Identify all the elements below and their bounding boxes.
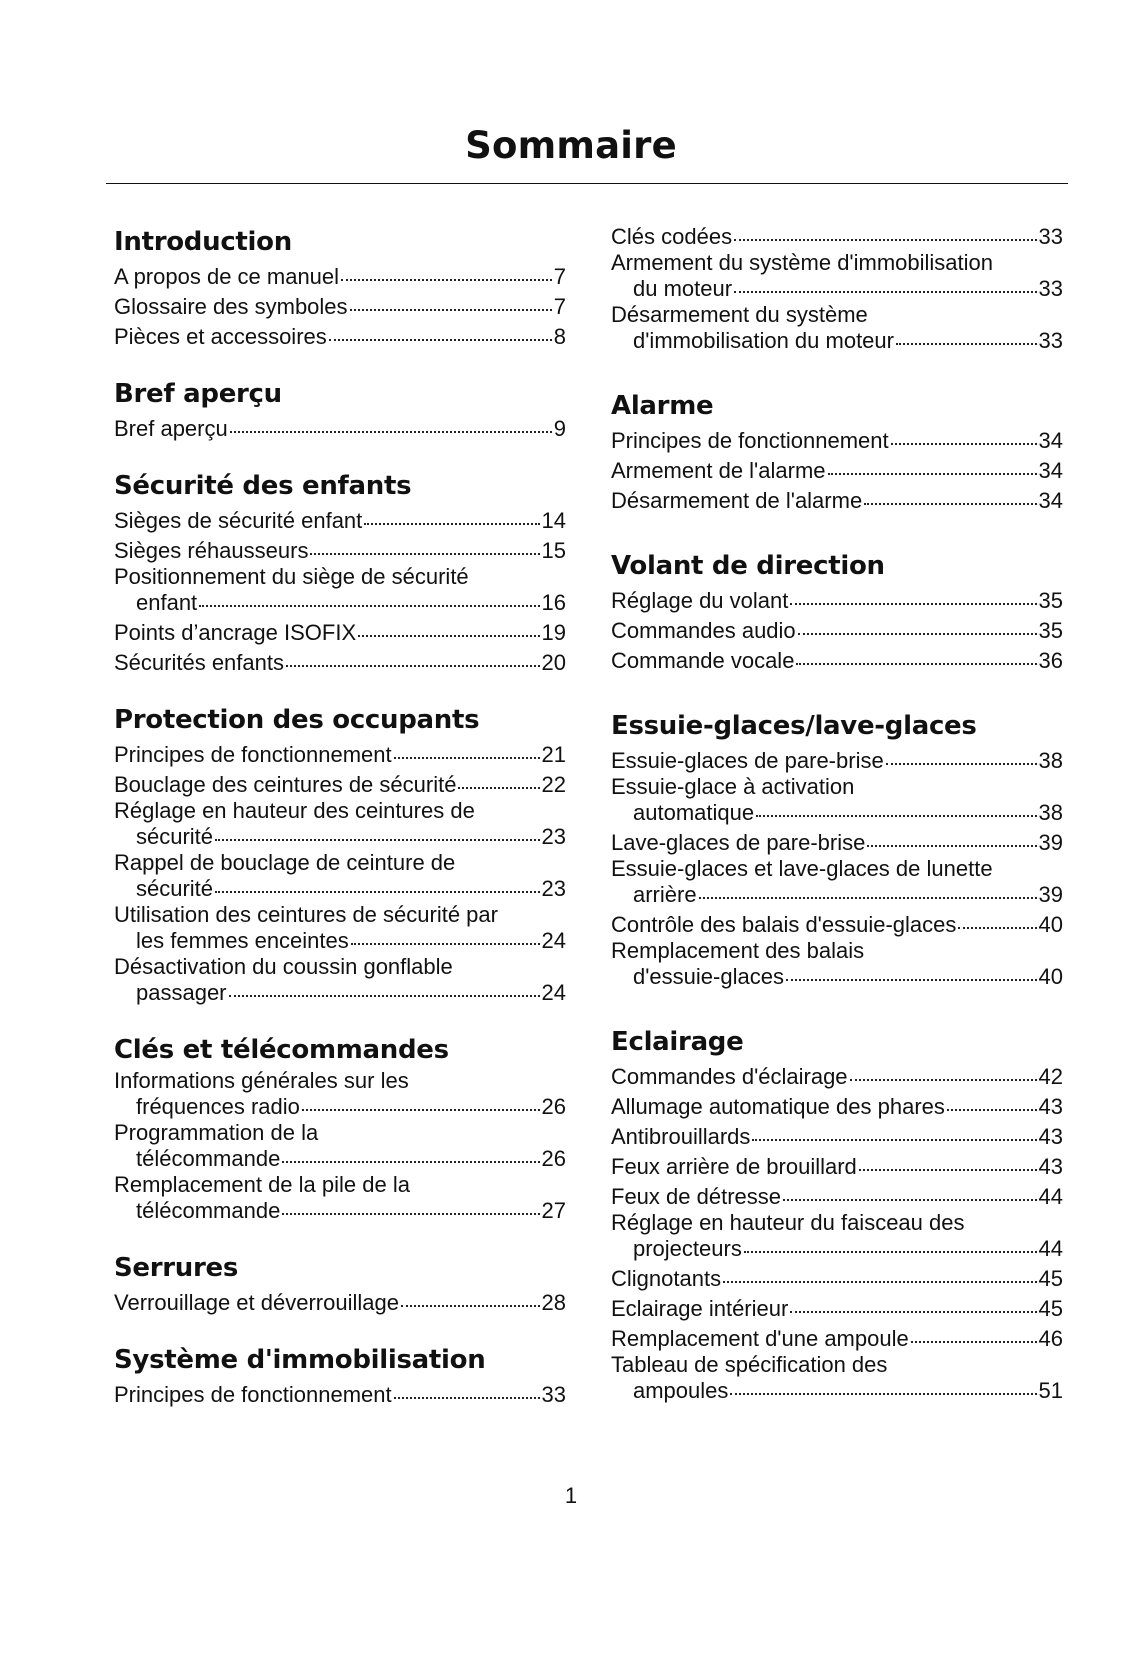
toc-entry[interactable] xyxy=(611,456,1063,486)
toc-entry-label: d'essuie-glaces xyxy=(633,964,784,989)
toc-entry-row xyxy=(611,798,1063,828)
toc-entry[interactable] xyxy=(611,304,1063,356)
toc-entry-row xyxy=(611,1376,1063,1406)
title-divider xyxy=(106,183,1068,184)
toc-entry-label: sécurité xyxy=(136,876,214,901)
toc-entry-row xyxy=(114,926,566,956)
toc-entry[interactable] xyxy=(611,1324,1063,1354)
toc-page-number: 21 xyxy=(541,742,566,767)
dot-leader xyxy=(891,443,1037,445)
toc-page-number: 15 xyxy=(541,538,566,563)
dot-leader xyxy=(828,473,1037,475)
dot-leader xyxy=(798,633,1037,635)
dot-leader xyxy=(752,1139,1036,1141)
toc-entry-label-line: Désactivation du coussin gonflable xyxy=(114,954,453,979)
toc-entry-label: Principes de fonctionnement xyxy=(611,428,889,453)
toc-page-number: 8 xyxy=(553,324,566,349)
toc-entry[interactable] xyxy=(611,1264,1063,1294)
toc-entry-label: arrière xyxy=(633,882,697,907)
toc-entry[interactable] xyxy=(114,292,566,322)
toc-entry[interactable] xyxy=(611,940,1063,992)
toc-entry-label: Désarmement de l'alarme xyxy=(611,488,863,513)
toc-section xyxy=(114,1248,566,1318)
toc-page-number: 33 xyxy=(541,1382,566,1407)
section-gap xyxy=(611,676,1063,706)
toc-entry-row xyxy=(114,414,566,444)
toc-entry-label: Eclairage intérieur xyxy=(611,1296,789,1321)
toc-page-number: 27 xyxy=(541,1198,566,1223)
toc-entry-row xyxy=(114,874,566,904)
toc-entry[interactable] xyxy=(611,1092,1063,1122)
section-gap xyxy=(611,992,1063,1022)
toc-entry[interactable] xyxy=(611,1182,1063,1212)
toc-entry-row xyxy=(611,1294,1063,1324)
dot-leader xyxy=(896,343,1037,345)
toc-entry-label: automatique xyxy=(633,800,755,825)
toc-entry-row xyxy=(611,880,1063,910)
toc-page-number: 19 xyxy=(541,620,566,645)
toc-entry-label: projecteurs xyxy=(633,1236,742,1261)
toc-section xyxy=(114,222,566,352)
toc-entry-row xyxy=(114,978,566,1008)
section-title: Protection des occupants xyxy=(114,705,480,735)
toc-entry[interactable] xyxy=(611,1354,1063,1406)
dot-leader xyxy=(786,979,1037,981)
toc-entry[interactable] xyxy=(611,616,1063,646)
toc-entry-label-line: Armement du système d'immobilisation xyxy=(611,250,994,275)
toc-entry-label: Réglage du volant xyxy=(611,588,789,613)
toc-entry-label: Sièges de sécurité enfant xyxy=(114,508,363,533)
toc-entry-row xyxy=(114,1196,566,1226)
toc-page-number: 23 xyxy=(541,876,566,901)
dot-leader xyxy=(364,523,539,525)
toc-entry-label-line: Utilisation des ceintures de sécurité par xyxy=(114,902,498,927)
toc-entry[interactable] xyxy=(611,776,1063,828)
toc-entry[interactable] xyxy=(611,1152,1063,1182)
toc-entry-row xyxy=(114,506,566,536)
toc-entry-row xyxy=(114,322,566,352)
dot-leader xyxy=(730,1393,1036,1395)
toc-entry[interactable] xyxy=(114,1288,566,1318)
toc-entry-label: Essuie-glaces de pare-brise xyxy=(611,748,884,773)
toc-entry[interactable] xyxy=(114,852,566,904)
toc-page-number: 23 xyxy=(541,824,566,849)
toc-entry-row xyxy=(611,646,1063,676)
dot-leader xyxy=(867,845,1036,847)
toc-page-number: 33 xyxy=(1038,328,1063,353)
dot-leader xyxy=(350,309,552,311)
section-title: Eclairage xyxy=(611,1027,744,1057)
dot-leader xyxy=(790,1311,1036,1313)
toc-entry-label-line: Tableau de spécification des xyxy=(611,1352,888,1377)
toc-entry-row xyxy=(114,262,566,292)
section-gap xyxy=(611,516,1063,546)
dot-leader xyxy=(744,1251,1037,1253)
toc-entry-row xyxy=(611,1264,1063,1294)
toc-page-number: 36 xyxy=(1038,648,1063,673)
toc-entry-label: Commandes d'éclairage xyxy=(611,1064,848,1089)
toc-entry-label-line: Remplacement des balais xyxy=(611,938,865,963)
toc-page-number: 14 xyxy=(541,508,566,533)
toc-entry-row xyxy=(611,828,1063,858)
toc-entry-label-line: Essuie-glaces et lave-glaces de lunette xyxy=(611,856,993,881)
toc-entry-row xyxy=(611,1182,1063,1212)
toc-entry-label-line: Réglage en hauteur des ceintures de xyxy=(114,798,475,823)
dot-leader xyxy=(734,291,1036,293)
toc-page-number: 24 xyxy=(541,980,566,1005)
toc-entry[interactable] xyxy=(114,1070,566,1122)
section-title: Bref aperçu xyxy=(114,379,282,409)
toc-entry-label: télécommande xyxy=(136,1198,281,1223)
toc-right-column xyxy=(611,222,1063,1406)
toc-entry[interactable] xyxy=(114,1122,566,1174)
toc-entry[interactable] xyxy=(114,618,566,648)
dot-leader xyxy=(947,1109,1037,1111)
toc-entry-row xyxy=(611,1092,1063,1122)
toc-page-number: 51 xyxy=(1038,1378,1063,1403)
toc-entry-label-line: Désarmement du système xyxy=(611,302,868,327)
toc-entry-row xyxy=(114,1380,566,1410)
toc-entry-label: Bref aperçu xyxy=(114,416,228,441)
toc-entry-label: Armement de l'alarme xyxy=(611,458,826,483)
toc-entry-row xyxy=(114,1092,566,1122)
toc-entry-label: Commande vocale xyxy=(611,648,795,673)
dot-leader xyxy=(790,603,1036,605)
toc-page-number: 35 xyxy=(1038,588,1063,613)
toc-entry-row xyxy=(611,910,1063,940)
dot-leader xyxy=(282,1213,539,1215)
toc-entry-label: Points d’ancrage ISOFIX xyxy=(114,620,357,645)
toc-section xyxy=(114,466,566,678)
toc-entry-row xyxy=(611,586,1063,616)
toc-page-number: 20 xyxy=(541,650,566,675)
toc-entry-label: Principes de fonctionnement xyxy=(114,742,392,767)
dot-leader xyxy=(394,1397,540,1399)
toc-section xyxy=(114,1340,566,1410)
toc-entry[interactable] xyxy=(114,1174,566,1226)
dot-leader xyxy=(310,553,539,555)
toc-entry[interactable] xyxy=(114,740,566,770)
toc-entry[interactable] xyxy=(611,586,1063,616)
toc-entry-label: Clignotants xyxy=(611,1266,722,1291)
section-gap xyxy=(611,356,1063,386)
toc-entry-label-line: Informations générales sur les xyxy=(114,1068,409,1093)
toc-entry[interactable] xyxy=(611,646,1063,676)
toc-entry[interactable] xyxy=(611,1062,1063,1092)
toc-entry[interactable] xyxy=(611,222,1063,252)
toc-entry-label: Feux de détresse xyxy=(611,1184,781,1209)
dot-leader xyxy=(282,1161,539,1163)
toc-page-number: 26 xyxy=(541,1146,566,1171)
toc-entry[interactable] xyxy=(611,486,1063,516)
toc-page-number: 34 xyxy=(1038,458,1063,483)
toc-entry-label: d'immobilisation du moteur xyxy=(633,328,894,353)
toc-entry[interactable] xyxy=(114,956,566,1008)
toc-section xyxy=(114,1030,566,1226)
dot-leader xyxy=(723,1281,1036,1283)
toc-page-number: 39 xyxy=(1038,882,1063,907)
section-gap xyxy=(114,444,566,466)
dot-leader xyxy=(199,605,539,607)
toc-page-number: 43 xyxy=(1038,1154,1063,1179)
dot-leader xyxy=(351,943,540,945)
dot-leader xyxy=(394,757,540,759)
dot-leader xyxy=(215,891,539,893)
dot-leader xyxy=(329,339,552,341)
toc-section xyxy=(611,546,1063,676)
toc-page-number: 24 xyxy=(541,928,566,953)
toc-entry-label: sécurité xyxy=(136,824,214,849)
dot-leader xyxy=(401,1305,540,1307)
toc-entry-row xyxy=(114,618,566,648)
dot-leader xyxy=(699,897,1037,899)
toc-entry-label: du moteur xyxy=(633,276,733,301)
toc-page-number: 42 xyxy=(1038,1064,1063,1089)
toc-entry[interactable] xyxy=(611,858,1063,910)
toc-entry-label: Pièces et accessoires xyxy=(114,324,327,349)
dot-leader xyxy=(756,815,1036,817)
section-title: Clés et télécommandes xyxy=(114,1035,449,1065)
section-gap xyxy=(114,1008,566,1030)
toc-entry[interactable] xyxy=(114,414,566,444)
toc-entry-row xyxy=(611,616,1063,646)
toc-entry-label: fréquences radio xyxy=(136,1094,300,1119)
toc-section xyxy=(611,222,1063,356)
toc-entry[interactable] xyxy=(611,1294,1063,1324)
toc-left-column xyxy=(114,222,566,1410)
toc-entry[interactable] xyxy=(114,566,566,618)
toc-entry[interactable] xyxy=(611,910,1063,940)
toc-entry[interactable] xyxy=(611,252,1063,304)
dot-leader xyxy=(911,1341,1037,1343)
toc-entry-label: Principes de fonctionnement xyxy=(114,1382,392,1407)
section-title: Serrures xyxy=(114,1253,239,1283)
dot-leader xyxy=(215,839,539,841)
toc-page-number: 40 xyxy=(1038,964,1063,989)
toc-page-number: 38 xyxy=(1038,748,1063,773)
toc-entry-row xyxy=(114,588,566,618)
toc-page-number: 16 xyxy=(541,590,566,615)
toc-entry-label: Allumage automatique des phares xyxy=(611,1094,945,1119)
toc-entry-label: Sièges réhausseurs xyxy=(114,538,309,563)
toc-page-number: 40 xyxy=(1038,912,1063,937)
toc-section xyxy=(611,706,1063,992)
toc-entry-label: passager xyxy=(136,980,227,1005)
section-title: Volant de direction xyxy=(611,551,885,581)
toc-entry[interactable] xyxy=(114,1380,566,1410)
toc-entry-row xyxy=(611,274,1063,304)
toc-page-number: 33 xyxy=(1038,224,1063,249)
toc-entry-row xyxy=(114,536,566,566)
dot-leader xyxy=(458,787,539,789)
dot-leader xyxy=(734,239,1036,241)
section-title: Introduction xyxy=(114,227,292,257)
toc-page-number: 39 xyxy=(1038,830,1063,855)
toc-page-number: 45 xyxy=(1038,1266,1063,1291)
dot-leader xyxy=(358,635,539,637)
toc-entry[interactable] xyxy=(611,746,1063,776)
toc-section xyxy=(114,374,566,444)
toc-entry-label-line: Remplacement de la pile de la xyxy=(114,1172,410,1197)
toc-section xyxy=(611,1022,1063,1406)
toc-entry-label: Contrôle des balais d'essuie-glaces xyxy=(611,912,957,937)
toc-entry-row xyxy=(611,1122,1063,1152)
toc-entry[interactable] xyxy=(114,770,566,800)
section-gap xyxy=(114,352,566,374)
section-title: Alarme xyxy=(611,391,714,421)
toc-entry[interactable] xyxy=(114,322,566,352)
toc-entry-row xyxy=(611,1234,1063,1264)
toc-entry-row xyxy=(611,486,1063,516)
toc-entry-label-line: Programmation de la xyxy=(114,1120,319,1145)
toc-section xyxy=(114,700,566,1008)
toc-entry-label: Clés codées xyxy=(611,224,733,249)
toc-entry-row xyxy=(114,822,566,852)
toc-entry-row xyxy=(611,1324,1063,1354)
toc-entry-row xyxy=(611,326,1063,356)
toc-page-number: 34 xyxy=(1038,428,1063,453)
toc-page-number: 38 xyxy=(1038,800,1063,825)
toc-entry-label: télécommande xyxy=(136,1146,281,1171)
toc-page-number: 45 xyxy=(1038,1296,1063,1321)
toc-entry-label-line: Rappel de bouclage de ceinture de xyxy=(114,850,456,875)
toc-entry[interactable] xyxy=(114,904,566,956)
toc-entry-label: Commandes audio xyxy=(611,618,796,643)
dot-leader xyxy=(341,279,552,281)
section-gap xyxy=(114,1226,566,1248)
dot-leader xyxy=(229,995,540,997)
dot-leader xyxy=(850,1079,1037,1081)
toc-entry-row xyxy=(611,746,1063,776)
dot-leader xyxy=(859,1169,1037,1171)
toc-page-number: 35 xyxy=(1038,618,1063,643)
toc-entry-row xyxy=(611,1062,1063,1092)
dot-leader xyxy=(796,663,1036,665)
toc-entry-label: Antibrouillards xyxy=(611,1124,751,1149)
toc-entry[interactable] xyxy=(611,1122,1063,1152)
toc-page-number: 7 xyxy=(553,294,566,319)
toc-section xyxy=(611,386,1063,516)
toc-entry[interactable] xyxy=(114,536,566,566)
toc-entry[interactable] xyxy=(114,648,566,678)
toc-entry-label: enfant xyxy=(136,590,198,615)
toc-page-number: 46 xyxy=(1038,1326,1063,1351)
toc-entry-label: les femmes enceintes xyxy=(136,928,349,953)
toc-page-number: 43 xyxy=(1038,1124,1063,1149)
toc-entry[interactable] xyxy=(611,828,1063,858)
section-gap xyxy=(114,1318,566,1340)
toc-entry-label: Feux arrière de brouillard xyxy=(611,1154,857,1179)
section-title: Système d'immobilisation xyxy=(114,1345,486,1375)
toc-page-number: 9 xyxy=(553,416,566,441)
toc-entry-row xyxy=(114,770,566,800)
toc-entry[interactable] xyxy=(114,506,566,536)
toc-page-number: 33 xyxy=(1038,276,1063,301)
toc-page-number: 44 xyxy=(1038,1184,1063,1209)
toc-entry-row xyxy=(114,1144,566,1174)
page-title: Sommaire xyxy=(465,124,677,167)
toc-entry-label: Sécurités enfants xyxy=(114,650,284,675)
toc-entry-row xyxy=(114,1288,566,1318)
toc-entry-label: Remplacement d'une ampoule xyxy=(611,1326,909,1351)
toc-entry-label-line: Réglage en hauteur du faisceau des xyxy=(611,1210,965,1235)
toc-entry-label: Lave-glaces de pare-brise xyxy=(611,830,866,855)
dot-leader xyxy=(864,503,1036,505)
toc-page-number: 28 xyxy=(541,1290,566,1315)
section-title: Sécurité des enfants xyxy=(114,471,412,501)
toc-entry-label: A propos de ce manuel xyxy=(114,264,340,289)
toc-entry-label: Verrouillage et déverrouillage xyxy=(114,1290,399,1315)
dot-leader xyxy=(886,763,1037,765)
dot-leader xyxy=(286,665,540,667)
toc-entry-label-line: Positionnement du siège de sécurité xyxy=(114,564,469,589)
toc-entry[interactable] xyxy=(114,262,566,292)
toc-entry-row xyxy=(114,292,566,322)
toc-entry-row xyxy=(611,426,1063,456)
toc-entry[interactable] xyxy=(611,426,1063,456)
toc-entry-row xyxy=(114,740,566,770)
dot-leader xyxy=(230,431,552,433)
toc-entry-label: Bouclage des ceintures de sécurité xyxy=(114,772,457,797)
toc-page-number: 26 xyxy=(541,1094,566,1119)
toc-entry-label: ampoules xyxy=(633,1378,729,1403)
toc-page-number: 44 xyxy=(1038,1236,1063,1261)
toc-page-number: 7 xyxy=(553,264,566,289)
dot-leader xyxy=(302,1109,540,1111)
section-gap xyxy=(114,678,566,700)
page-number: 1 xyxy=(564,1483,578,1508)
toc-entry-row xyxy=(611,456,1063,486)
toc-page-number: 34 xyxy=(1038,488,1063,513)
dot-leader xyxy=(783,1199,1037,1201)
toc-entry-row xyxy=(611,222,1063,252)
toc-entry-row xyxy=(611,962,1063,992)
toc-entry[interactable] xyxy=(114,800,566,852)
toc-entry[interactable] xyxy=(611,1212,1063,1264)
toc-entry-row xyxy=(611,1152,1063,1182)
toc-entry-label-line: Essuie-glace à activation xyxy=(611,774,855,799)
toc-entry-row xyxy=(114,648,566,678)
toc-entry-label: Glossaire des symboles xyxy=(114,294,348,319)
toc-page-number: 22 xyxy=(541,772,566,797)
toc-page-number: 43 xyxy=(1038,1094,1063,1119)
section-title: Essuie-glaces/lave-glaces xyxy=(611,711,977,741)
dot-leader xyxy=(958,927,1036,929)
